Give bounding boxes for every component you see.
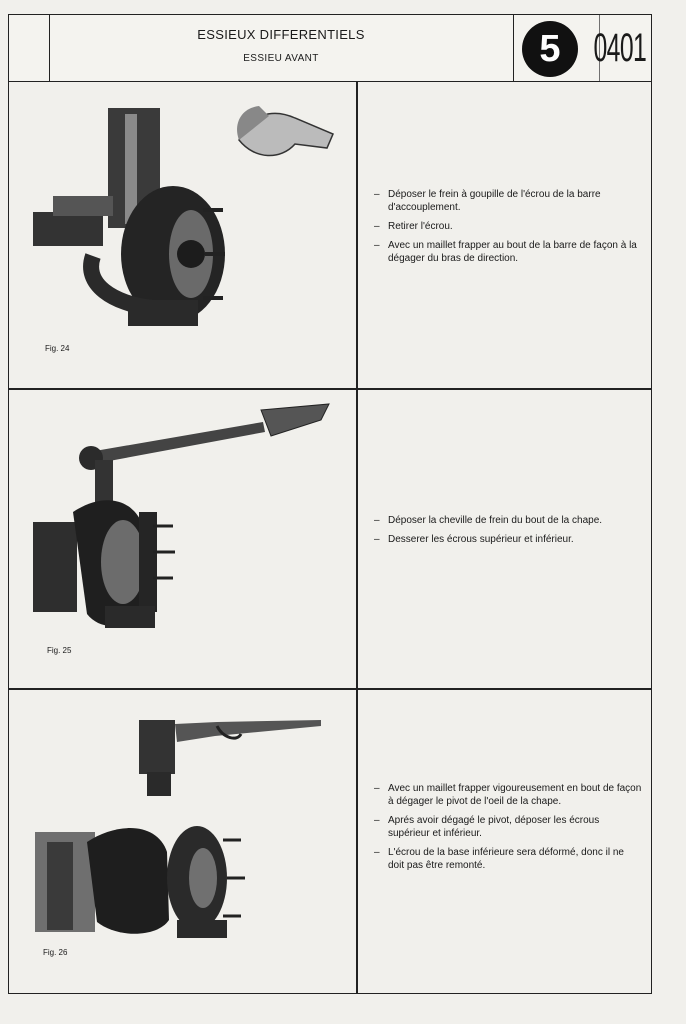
step-list <box>374 188 642 271</box>
section-number-badge: 5 <box>522 21 578 77</box>
section-badge-cell <box>513 15 586 81</box>
step-item: – Desserer les écrous supérieur et inférieur. <box>374 534 574 545</box>
procedure-grid <box>8 82 652 994</box>
step-item: – Retirer l'écrou. <box>374 221 453 232</box>
step-item: – L'écrou de la base inférieure sera déformé, donc il ne doit pas être remonté. <box>374 847 624 871</box>
fig-24-photo <box>33 104 363 334</box>
figure-label: Fig. 25 <box>47 646 72 655</box>
header-left-cell <box>9 15 50 81</box>
page-header <box>8 14 652 82</box>
page-title: ESSIEUX DIFFERENTIELS <box>197 27 365 42</box>
page-subtitle: ESSIEU AVANT <box>243 53 319 64</box>
step-item: – Aprés avoir dégagé le pivot, déposer les écrous supérieur et inférieur. <box>374 815 600 839</box>
step-item: – Déposer la cheville de frein du bout de la chape. <box>374 515 603 526</box>
fig-25-photo <box>33 402 343 642</box>
row-divider <box>9 388 651 390</box>
fig-26-photo <box>27 712 337 942</box>
step-list <box>374 782 642 878</box>
step-item: – Avec un maillet frapper vigoureusement en bout de façon à dégager le pivot de l'oeil de la chape. <box>374 783 642 807</box>
figure-label: Fig. 26 <box>43 948 68 957</box>
step-item: – Avec un maillet frapper au bout de la barre de façon à la dégager du bras de direction. <box>374 240 637 264</box>
page-code: 0401 <box>599 15 639 81</box>
step-list <box>374 514 642 552</box>
figure-label: Fig. 24 <box>45 344 70 353</box>
step-item: – Déposer le frein à goupille de l'écrou de la barre d'accouplement. <box>374 189 601 213</box>
row-divider <box>9 688 651 690</box>
